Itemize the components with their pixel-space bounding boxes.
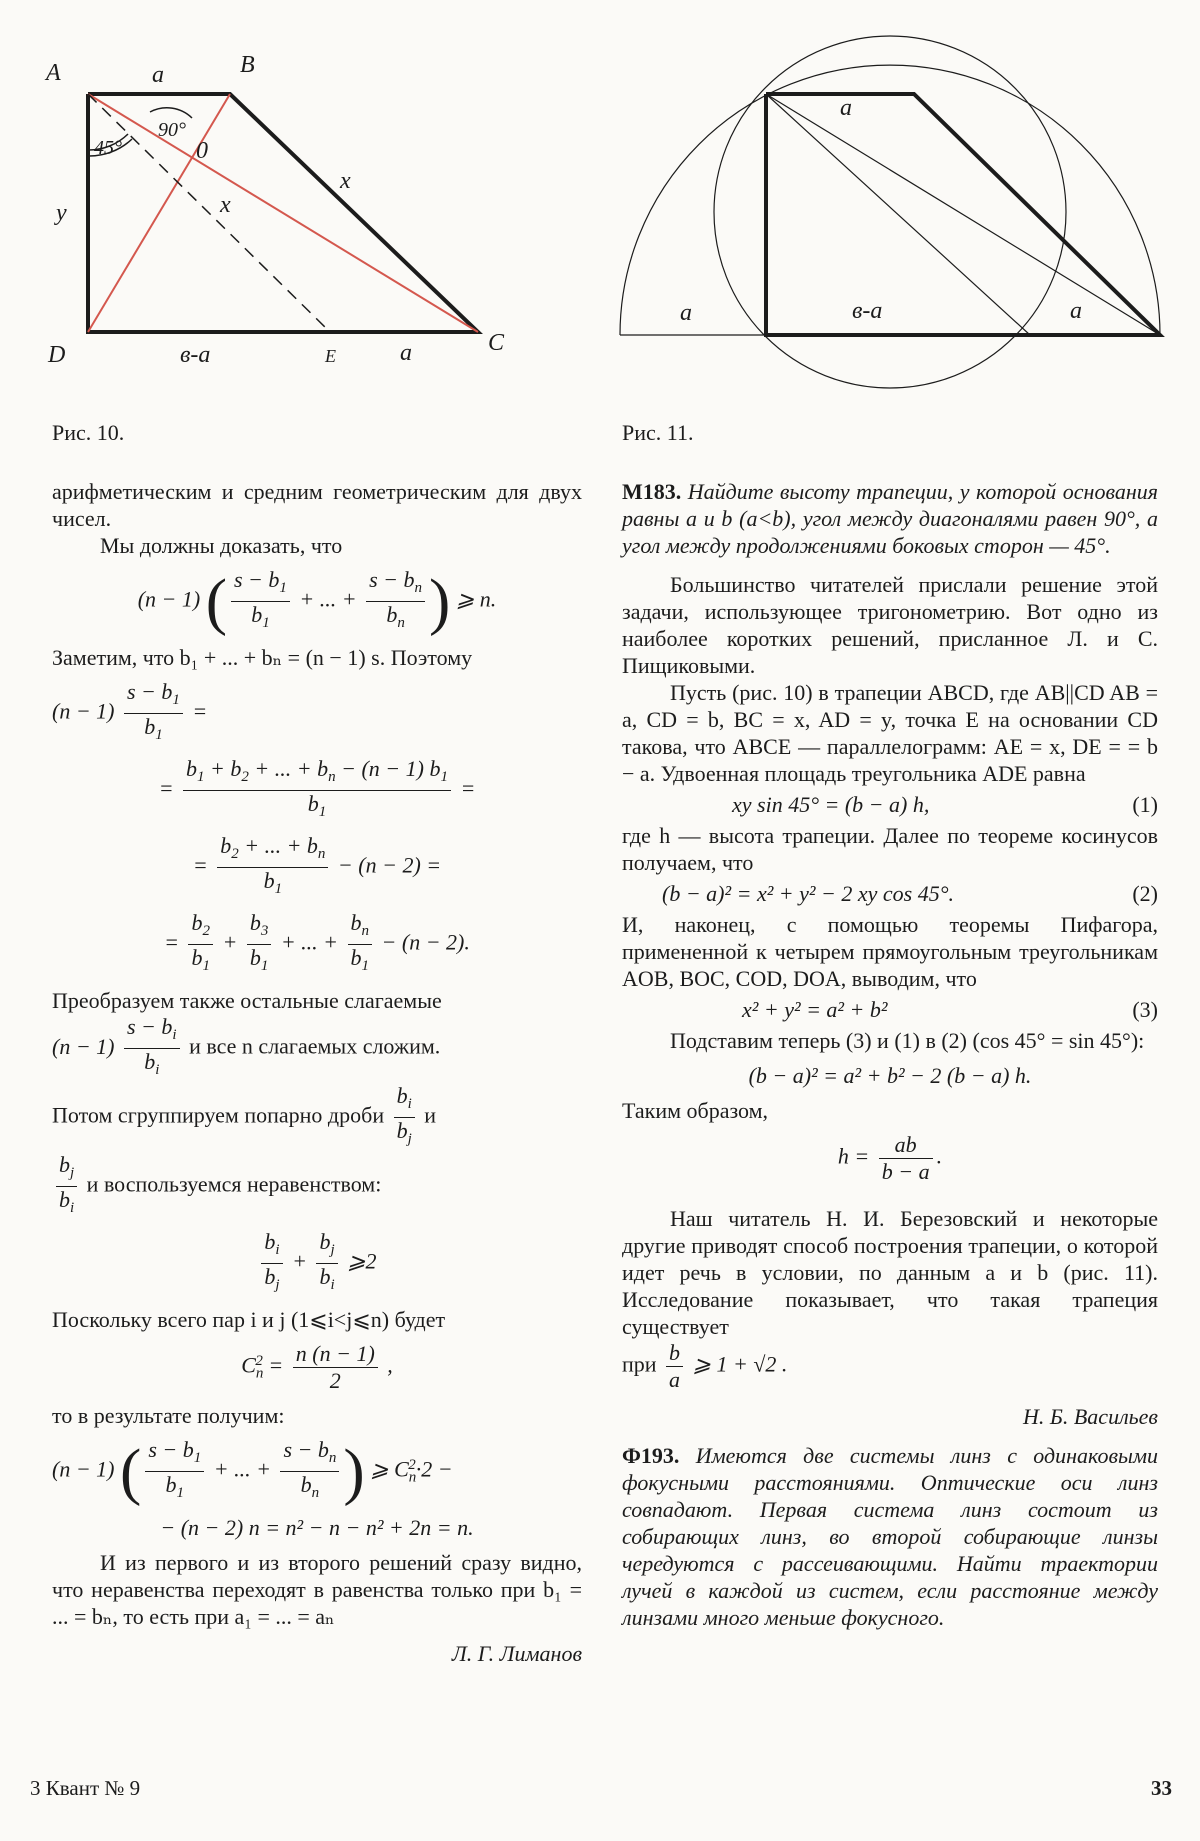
- formula-step1: (n − 1) $\frac{s - b_1}{b_1}$ =: [52, 679, 208, 743]
- left-p6: Поскольку всего пар i и j (1⩽i<j⩽n) будет: [52, 1307, 446, 1332]
- right-p5: Подставим теперь (3) и (1) в (2) (cos 45° = sin 45°):: [670, 1028, 1145, 1053]
- label-E: E: [325, 346, 336, 366]
- label-x-dash: x: [220, 192, 231, 218]
- equation-4: (b − a)² = a² + b² − 2 (b − a) h.: [748, 1063, 1032, 1088]
- right-p7b: при $\frac{b}{a}$ ⩾ 1 + √2 .: [622, 1340, 788, 1392]
- left-column: [52, 478, 582, 1667]
- footer-journal: 3 Квант № 9: [30, 1776, 141, 1800]
- label-y: y: [56, 200, 67, 226]
- equation-3: x² + y² = a² + b² (3): [742, 997, 1158, 1022]
- left-p1: арифметическим и средним геометрическим для двух чисел.: [52, 479, 582, 531]
- right-p6: Таким образом,: [622, 1098, 769, 1123]
- f193-problem: [622, 1442, 1158, 1631]
- label-a-bottom: a: [400, 340, 412, 366]
- right-p2: Пусть (рис. 10) в трапеции ABCD, где AB||CD AB = a, CD = b, BC = x, AD = y, точка E на основании CD такова, что ABCE — параллелограмм: AE = x, DE = = b − a. Удвоенная площадь треугольника ADE равна: [622, 680, 1158, 786]
- m183-text: Найдите высоту трапеции, у которой основания равны a и b (a<b), угол между диагоналями равен 90°, а угол между продолжениями боковых сторон — 45°.: [622, 479, 1158, 558]
- angle-90-arc: [150, 108, 192, 118]
- figure-10: [40, 50, 520, 370]
- f193-text: Имеются две системы линз с одинаковыми фокусными расстояниями. Оптические оси линз совпадают. Первая система линз состоит из собирающих линз, во второй собирающие линзы чередуются с рассеивающими. Найти траектории лучей в каждой из систем, если расстояние между линзами много меньше фокусного.: [622, 1443, 1158, 1630]
- right-p4: И, наконец, с помощью теоремы Пифагора, примененной к четырем прямоугольным треугольникам AOB, BOC, COD, DOA, выводим, что: [622, 912, 1158, 991]
- equation-2: (b − a)² = x² + y² − 2 xy cos 45°. (2): [662, 881, 1158, 906]
- left-p4-line2: (n − 1) $\frac{s - b_i}{b_i}$ и все n слагаемых сложим.: [52, 1014, 441, 1078]
- label-a-top: a: [840, 95, 852, 121]
- label-a-left: a: [680, 300, 692, 326]
- label-a-top: a: [152, 62, 164, 88]
- left-signature: Л. Г. Лиманов: [451, 1641, 582, 1666]
- left-p5c: $\frac{b_j}{b_i}$ и воспользуемся неравенством:: [52, 1152, 582, 1221]
- label-b-minus-a: в-a: [180, 342, 211, 368]
- figure-11-caption: Рис. 11.: [622, 420, 694, 445]
- label-D: D: [48, 342, 66, 368]
- label-a-right: a: [1070, 298, 1082, 324]
- right-p3: где h — высота трапеции. Далее по теореме косинусов получаем, что: [622, 823, 1158, 875]
- diagonal-2: [766, 94, 1030, 335]
- label-b-minus-a: в-a: [852, 298, 883, 324]
- equation-h: h = $\frac{ab}{b - a}$ .: [837, 1132, 943, 1184]
- f193-label: Ф193.: [622, 1443, 680, 1468]
- semicircle: [620, 65, 1160, 335]
- label-C: C: [488, 330, 505, 356]
- label-90: 90°: [158, 119, 186, 141]
- label-45: 45°: [94, 137, 122, 159]
- left-p5: Потом сгруппируем попарно дроби $\frac{b_i}{b_j}$ и: [52, 1083, 437, 1147]
- left-p4: Преобразуем также остальные слагаемые: [52, 988, 442, 1013]
- left-p2: Мы должны доказать, что: [100, 533, 343, 558]
- figure-11: [610, 0, 1170, 400]
- diagonal-ac: [88, 94, 478, 332]
- formula-step3: = $\frac{b_2 + ... + b_n}{b_1}$ − (n − 2) =: [192, 833, 442, 897]
- left-p3: Заметим, что b₁ + ... + bₙ = (n − 1) s. Поэтому: [52, 645, 473, 670]
- figure-10-caption: Рис. 10.: [52, 420, 125, 445]
- formula-inequality: $\frac{b_i}{b_j}$ + $\frac{b_j}{b_i}$ ⩾2: [52, 1229, 582, 1298]
- m183-problem: [622, 478, 1158, 559]
- right-column: [622, 478, 1158, 1631]
- diagonal-1: [766, 94, 1160, 335]
- left-p8: И из первого и из второго решений сразу видно, что неравенства переходят в равенства только при b₁ = ... = bₙ, то есть при a₁ = ... = aₙ: [52, 1550, 582, 1629]
- left-p7: то в результате получим:: [52, 1403, 285, 1428]
- page-number: 33: [1151, 1776, 1172, 1800]
- label-A: A: [46, 60, 61, 86]
- equation-1: xy sin 45° = (b − a) h, (1): [732, 792, 1158, 817]
- right-p7: Наш читатель Н. И. Березовский и некоторые другие приводят способ построения трапеции, о которой идет речь в условии, по данным a и b (рис. 11). Исследование показывает, что такая трапеция существует: [622, 1206, 1158, 1339]
- formula-result1: (n − 1) ( $\frac{s - b_1}{b_1}$ + ... + $\frac{s - b_n}{b_n}$ ) ⩾ $C_n^2\cdot 2$ −: [52, 1435, 453, 1507]
- formula-step2: = $\frac{b_1 + b_2 + ... + b_n - (n - 1) b_1}{b_1}$ =: [158, 756, 476, 820]
- formula-step4: = $\frac{b_2}{b_1}$ + $\frac{b_3}{b_1}$ + ... + $\frac{b_n}{b_1}$ − (n − 2).: [164, 910, 470, 974]
- m183-label: M183.: [622, 479, 682, 504]
- label-O: 0: [196, 138, 208, 164]
- formula-combinations: $C_n^2$ = $\frac{n (n - 1)}{2}$ ,: [241, 1341, 393, 1393]
- label-x-side: x: [340, 168, 351, 194]
- formula-result2: − (n − 2) n = n² − n − n² + 2n = n.: [160, 1515, 474, 1540]
- formula-goal: (n − 1) ( $\frac{s - b_1}{b_1}$ + ... + $\frac{s - b_n}{b_n}$ ) ⩾ n.: [137, 565, 497, 637]
- right-p1: Большинство читателей прислали решение этой задачи, использующее тригонометрию. Вот одно из наиболее коротких решений, присланное Л. и С. Пищиковыми.: [622, 572, 1158, 678]
- right-signature: Н. Б. Васильев: [1023, 1404, 1158, 1429]
- label-B: B: [240, 52, 255, 78]
